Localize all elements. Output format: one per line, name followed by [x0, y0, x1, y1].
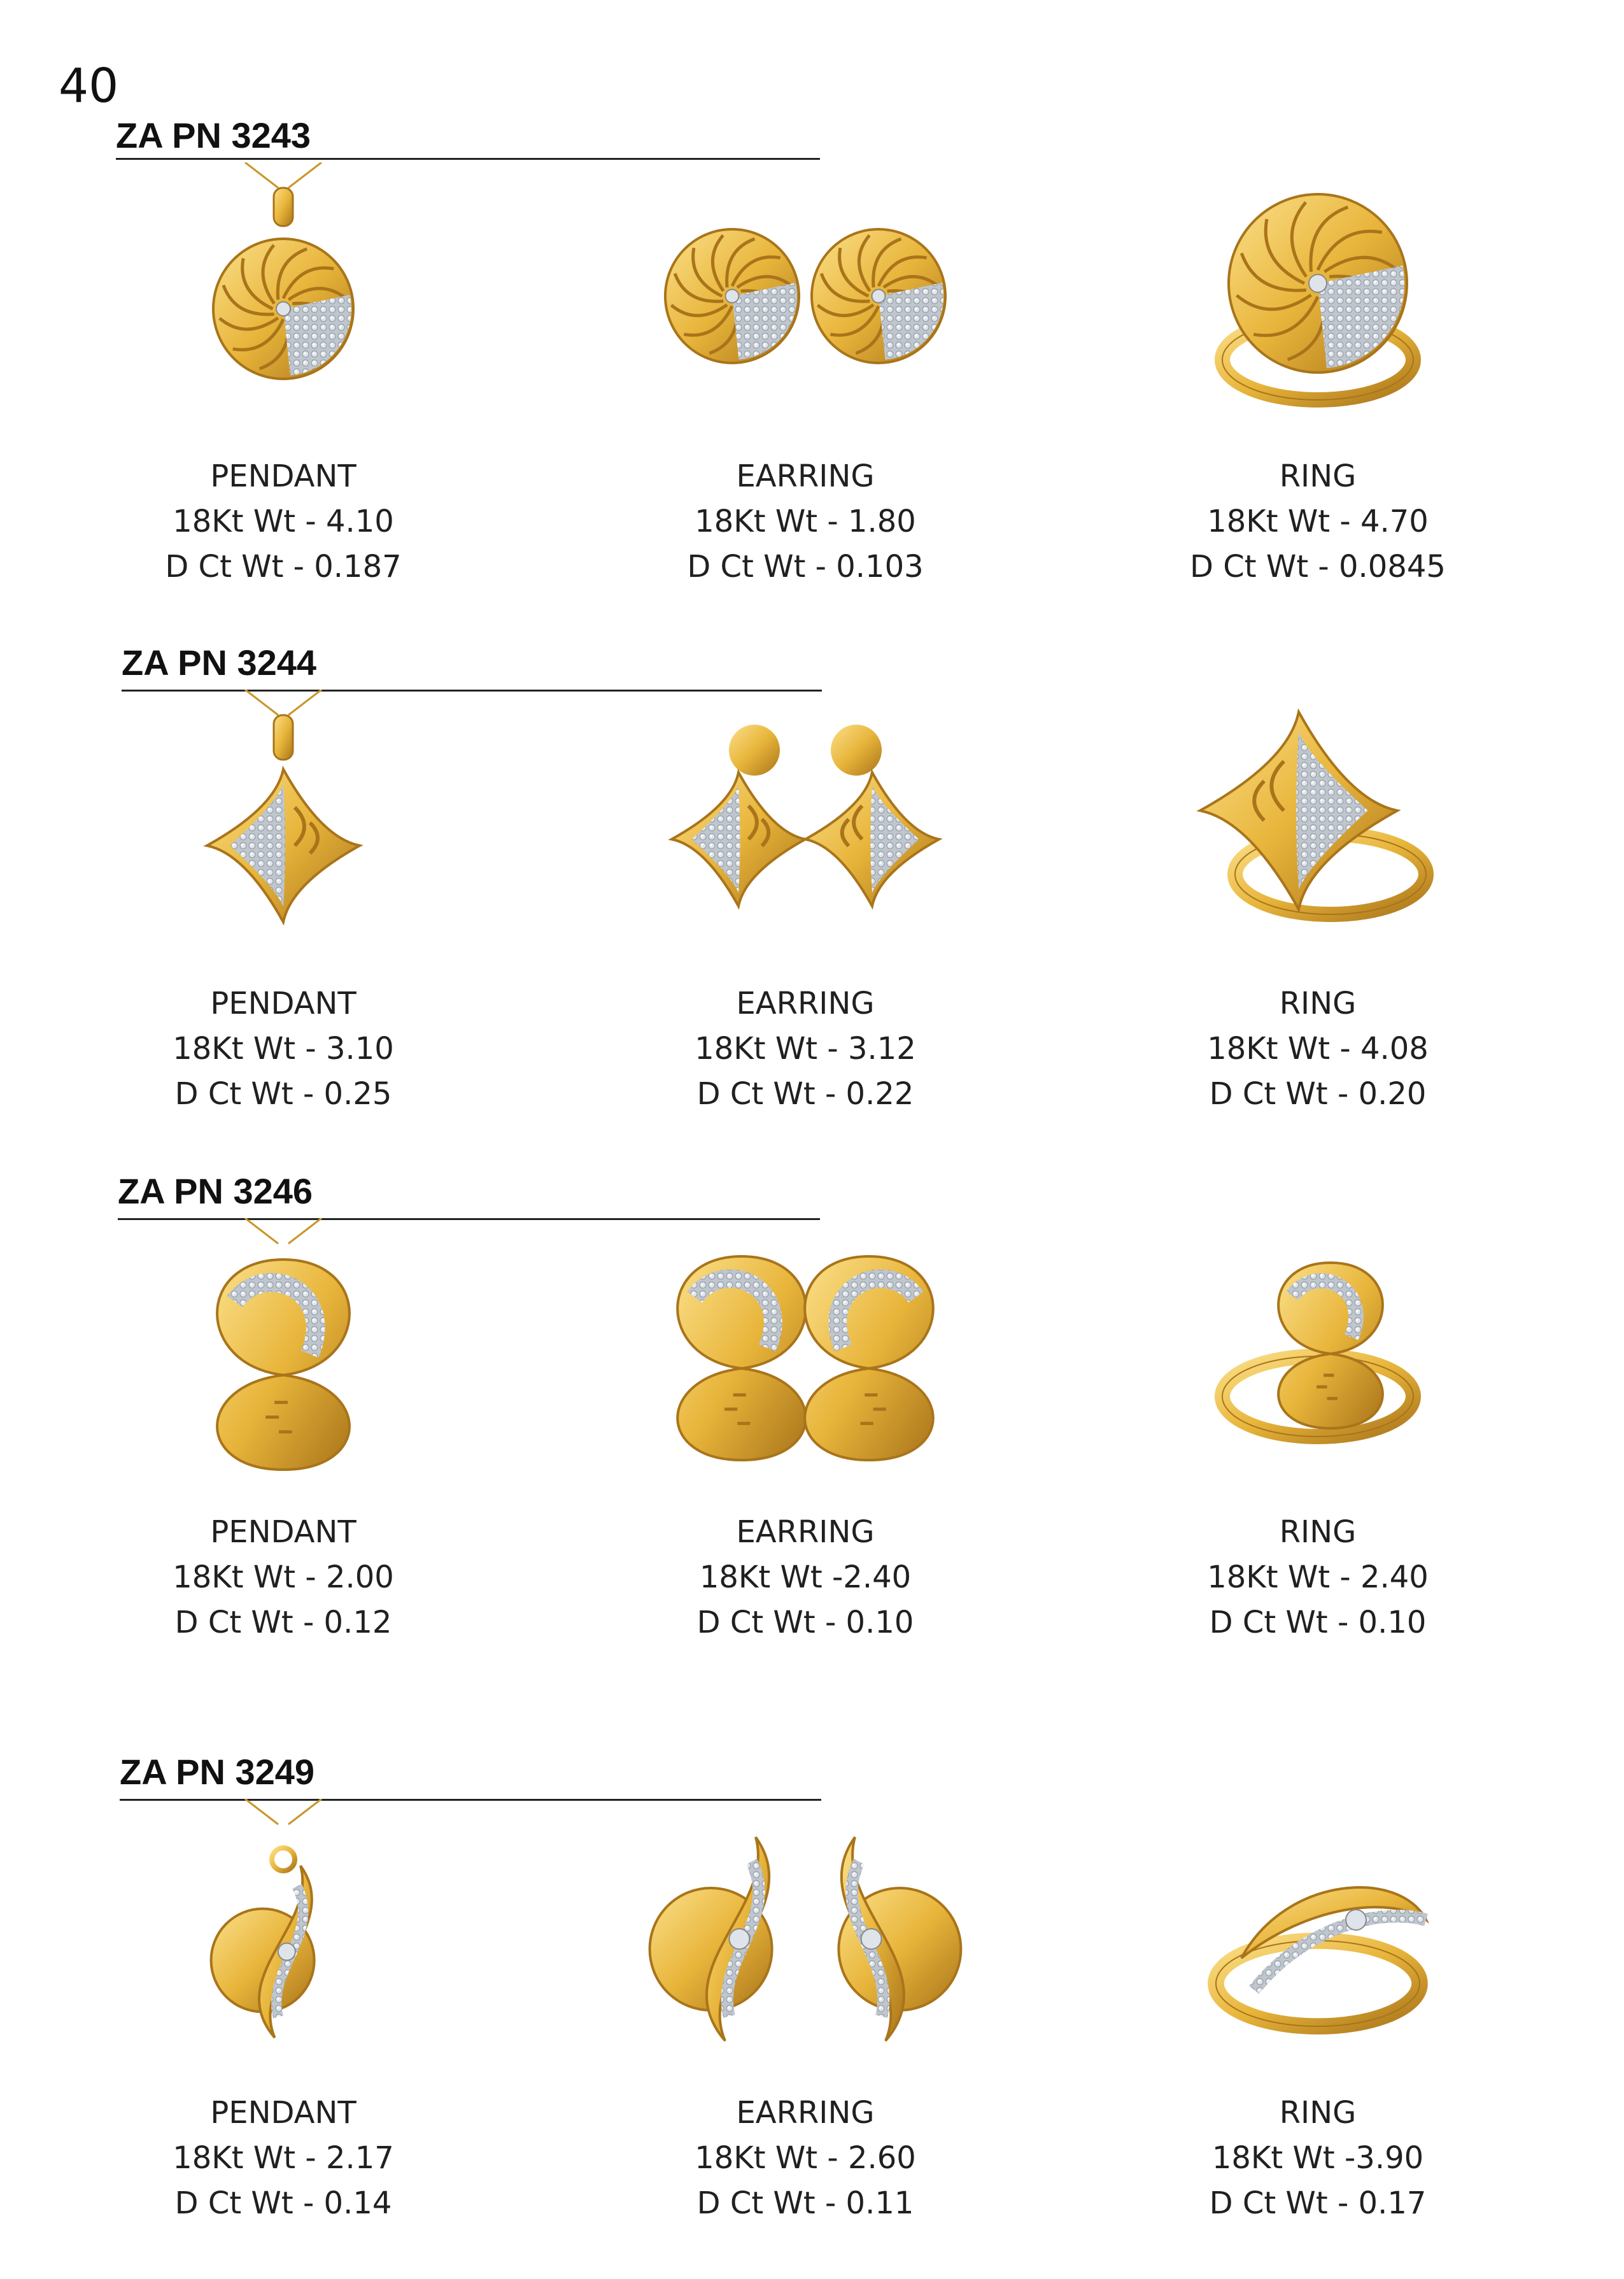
gold-weight-label: 18Kt Wt - 1.80 — [695, 504, 916, 539]
loop-earring-icon — [583, 1218, 1028, 1486]
gold-weight-label: 18Kt Wt - 2.60 — [695, 2140, 916, 2176]
leaf-ring-icon — [1095, 1799, 1541, 2066]
product-type-label: PENDANT — [210, 2095, 357, 2131]
product-type-label: EARRING — [736, 458, 875, 494]
product-specs — [583, 2091, 1028, 2226]
gold-weight-label: 18Kt Wt - 4.70 — [1207, 504, 1429, 539]
diamond-weight-label: D Ct Wt - 0.17 — [1209, 2185, 1427, 2221]
product-type-label: EARRING — [736, 986, 875, 1021]
kite-earring-icon — [583, 690, 1028, 957]
product-type-label: PENDANT — [210, 1514, 357, 1550]
set-code-heading: ZA PN 3246 — [118, 1171, 313, 1211]
diamond-weight-label: D Ct Wt - 0.25 — [174, 1076, 392, 1112]
product-specs — [60, 2091, 506, 2226]
product-specs — [583, 1510, 1028, 1645]
product-item-pendant — [60, 1218, 506, 1677]
product-type-label: RING — [1279, 1514, 1357, 1550]
product-type-label: PENDANT — [210, 458, 357, 494]
gold-weight-label: 18Kt Wt - 3.12 — [695, 1031, 916, 1067]
product-set — [0, 115, 1624, 640]
product-item-ring — [1095, 1218, 1541, 1677]
product-type-label: EARRING — [736, 2095, 875, 2131]
product-specs — [583, 981, 1028, 1117]
product-type-label: PENDANT — [210, 986, 357, 1021]
round-spiral-earring-icon — [583, 162, 1028, 430]
gold-weight-label: 18Kt Wt - 2.17 — [173, 2140, 394, 2176]
product-set — [0, 645, 1624, 1167]
product-item-pendant — [60, 690, 506, 1148]
diamond-weight-label: D Ct Wt - 0.10 — [696, 1605, 914, 1640]
product-specs — [583, 454, 1028, 590]
product-specs — [60, 981, 506, 1117]
diamond-weight-label: D Ct Wt - 0.20 — [1209, 1076, 1427, 1112]
diamond-weight-label: D Ct Wt - 0.187 — [165, 549, 402, 585]
product-item-earring — [583, 1218, 1028, 1677]
diamond-weight-label: D Ct Wt - 0.12 — [174, 1605, 392, 1640]
gold-weight-label: 18Kt Wt - 3.10 — [173, 1031, 394, 1067]
round-spiral-pendant-icon — [60, 162, 506, 430]
kite-ring-icon — [1095, 690, 1541, 957]
diamond-weight-label: D Ct Wt - 0.14 — [174, 2185, 392, 2221]
product-specs — [1095, 2091, 1541, 2226]
product-specs — [60, 454, 506, 590]
set-code-heading: ZA PN 3243 — [116, 115, 311, 155]
gold-weight-label: 18Kt Wt -2.40 — [699, 1559, 912, 1595]
gold-weight-label: 18Kt Wt - 4.10 — [173, 504, 394, 539]
heading-underline — [116, 158, 820, 160]
product-item-ring — [1095, 690, 1541, 1148]
loop-ring-icon — [1095, 1218, 1541, 1486]
leaf-pendant-icon — [60, 1799, 506, 2066]
product-set — [0, 1171, 1624, 1696]
kite-pendant-icon — [60, 690, 506, 957]
gold-weight-label: 18Kt Wt -3.90 — [1211, 2140, 1424, 2176]
product-item-earring — [583, 162, 1028, 621]
round-spiral-ring-icon — [1095, 162, 1541, 430]
product-item-ring — [1095, 162, 1541, 621]
product-type-label: RING — [1279, 986, 1357, 1021]
diamond-weight-label: D Ct Wt - 0.11 — [696, 2185, 914, 2221]
set-code-heading: ZA PN 3244 — [122, 643, 317, 683]
product-type-label: RING — [1279, 458, 1357, 494]
product-specs — [1095, 981, 1541, 1117]
product-item-earring — [583, 1799, 1028, 2257]
gold-weight-label: 18Kt Wt - 2.00 — [173, 1559, 394, 1595]
leaf-earring-icon — [583, 1799, 1028, 2066]
diamond-weight-label: D Ct Wt - 0.10 — [1209, 1605, 1427, 1640]
product-type-label: EARRING — [736, 1514, 875, 1550]
gold-weight-label: 18Kt Wt - 4.08 — [1207, 1031, 1429, 1067]
product-set — [0, 1754, 1624, 2276]
product-item-pendant — [60, 1799, 506, 2257]
product-item-ring — [1095, 1799, 1541, 2257]
page-number: 40 — [59, 59, 119, 113]
product-item-earring — [583, 690, 1028, 1148]
product-specs — [1095, 454, 1541, 590]
product-type-label: RING — [1279, 2095, 1357, 2131]
diamond-weight-label: D Ct Wt - 0.22 — [696, 1076, 914, 1112]
set-code-heading: ZA PN 3249 — [120, 1752, 315, 1792]
gold-weight-label: 18Kt Wt - 2.40 — [1207, 1559, 1429, 1595]
diamond-weight-label: D Ct Wt - 0.103 — [687, 549, 924, 585]
product-specs — [1095, 1510, 1541, 1645]
loop-pendant-icon — [60, 1218, 506, 1486]
product-item-pendant — [60, 162, 506, 621]
product-specs — [60, 1510, 506, 1645]
diamond-weight-label: D Ct Wt - 0.0845 — [1190, 549, 1446, 585]
